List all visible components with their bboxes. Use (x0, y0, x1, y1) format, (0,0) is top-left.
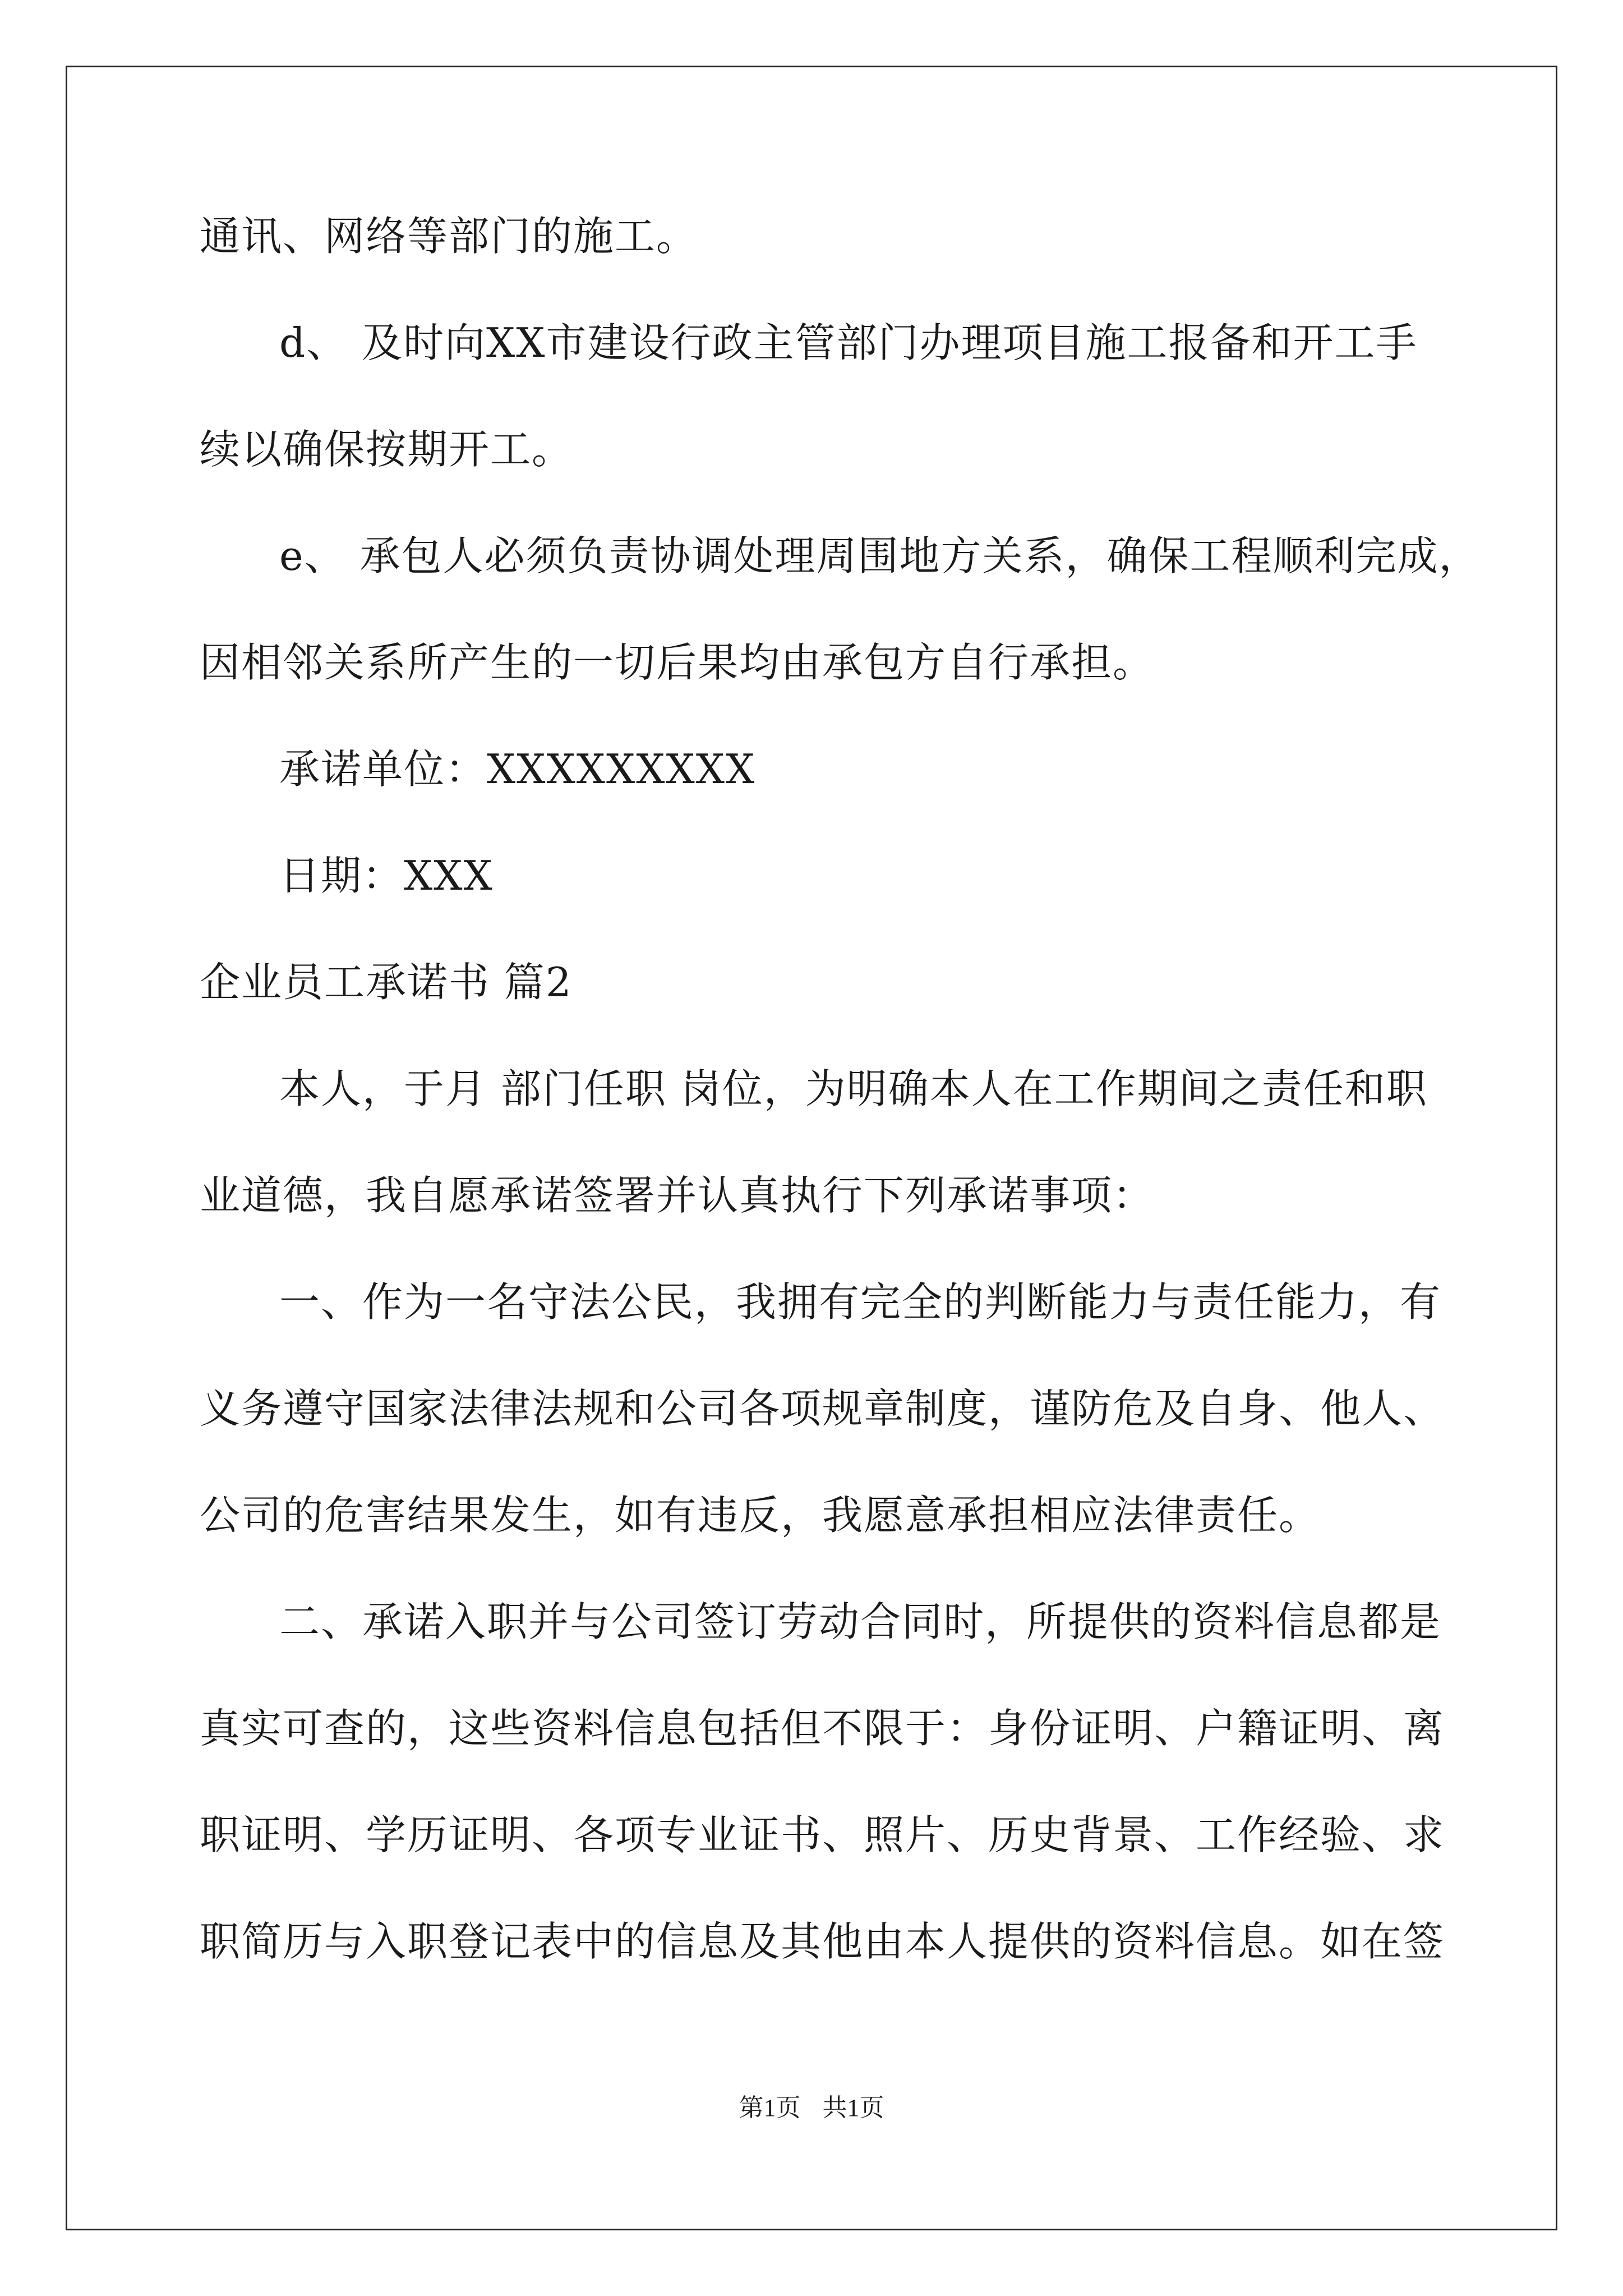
body-line-11: 一、作为一名守法公民，我拥有完全的判断能力与责任能力，有 (279, 1278, 1442, 1326)
body-line-4: e、 承包人必须负责协调处理周围地方关系，确保工程顺利完成， (279, 532, 1481, 579)
signatory-unit: 承诺单位：XXXXXXXXX (279, 746, 756, 793)
body-line-5: 因相邻关系所产生的一切后果均由承包方自行承担。 (200, 639, 1155, 686)
section-heading: 企业员工承诺书 篇2 (200, 959, 573, 1006)
body-line-1: 通讯、网络等部门的施工。 (200, 213, 698, 260)
body-line-10: 业道德，我自愿承诺签署并认真执行下列承诺事项： (200, 1172, 1155, 1219)
body-line-13: 公司的危害结果发生，如有违反，我愿意承担相应法律责任。 (200, 1492, 1321, 1539)
body-line-16: 职证明、学历证明、各项专业证书、照片、历史背景、工作经验、求 (200, 1811, 1445, 1858)
page-footer (0, 2092, 1623, 2124)
body-line-12: 义务遵守国家法律法规和公司各项规章制度，谨防危及自身、他人、 (200, 1385, 1445, 1432)
page-border (66, 66, 1557, 2230)
page-total: 共1页 (822, 2094, 884, 2122)
page-number: 第1页 (739, 2094, 801, 2122)
body-line-3: 续以确保按期开工。 (200, 426, 574, 473)
body-line-2: d、 及时向XX市建设行政主管部门办理项目施工报备和开工手 (279, 319, 1418, 366)
body-line-17: 职简历与入职登记表中的信息及其他由本人提供的资料信息。如在签 (200, 1918, 1445, 1965)
signatory-date: 日期：XXX (279, 852, 494, 899)
body-line-9: 本人，于月 部门任职 岗位，为明确本人在工作期间之责任和职 (279, 1065, 1428, 1112)
body-line-14: 二、承诺入职并与公司签订劳动合同时，所提供的资料信息都是 (279, 1598, 1442, 1645)
body-line-15: 真实可查的，这些资料信息包括但不限于：身份证明、户籍证明、离 (200, 1705, 1445, 1752)
